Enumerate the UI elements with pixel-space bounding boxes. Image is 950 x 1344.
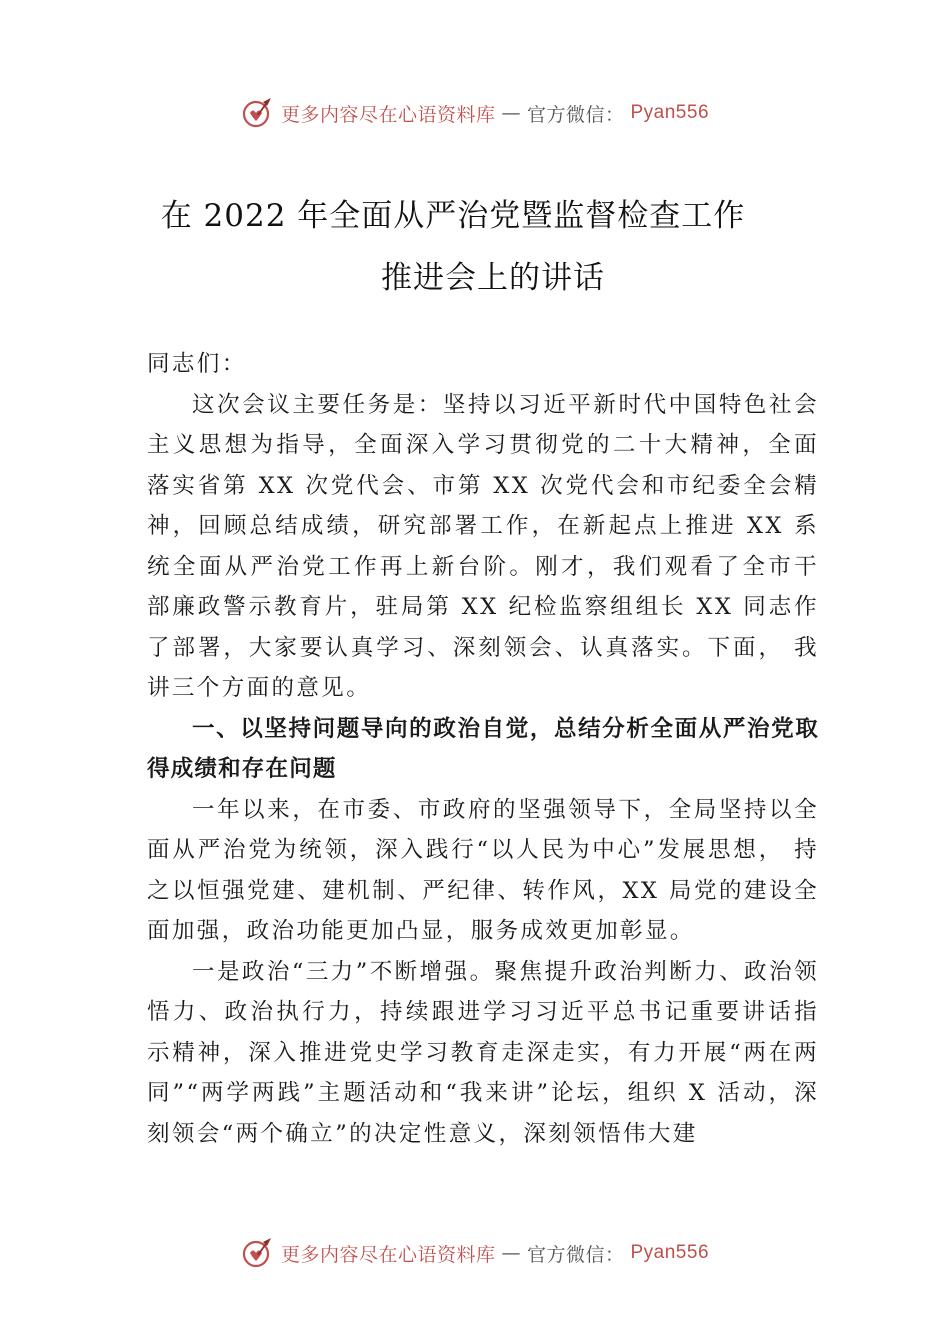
watermark-separator: —	[501, 1242, 521, 1264]
heart-pen-logo-icon	[241, 96, 275, 130]
paragraph-1: 这次会议主要任务是：坚持以习近平新时代中国特色社会主义思想为指导，全面深入学习贯彻党的二十大精神，全面落实省第 XX 次党代会、市第 XX 次党代会和市纪委全会精神，回顾总结成绩，研究部署工作，在新起点上推进 XX 系统全面从严治党工作再上新台阶。刚才，我们观看了全市干部廉政警示教育片，驻局第 XX 纪检监察组组长 XX 同志作了部署，大家要认真学习、深刻领会、认真落实。下面， 我讲三个方面的意见。	[147, 391, 819, 701]
watermark-wechat-id: Pyan556	[630, 102, 710, 123]
document-title-line1: 在 2022 年全面从严治党暨监督检查工作	[160, 198, 746, 234]
paragraph-2: 一年以来，在市委、市政府的坚强领导下，全局坚持以全面从严治党为统领，深入践行“以人民为中心”发展思想， 持之以恒强党建、建机制、严纪律、转作风，XX 局党的建设全面加强，政治功能更加凸显，服务成效更加彰显。	[147, 796, 819, 944]
watermark-site-text: 更多内容尽在心语资料库	[280, 103, 496, 126]
watermark-header	[0, 96, 950, 130]
watermark-footer	[0, 1236, 950, 1270]
watermark-official-text: 官方微信：	[526, 103, 625, 126]
watermark-separator: —	[501, 102, 521, 124]
paragraph-3: 一是政治“三力”不断增强。聚焦提升政治判断力、政治领悟力、政治执行力，持续跟进学习习近平总书记重要讲话指示精神，深入推进党史学习教育走深走实，有力开展“两在两同”“两学两践”主题活动和“我来讲”论坛，组织 X 活动，深刻领会“两个确立”的决定性意义，深刻领悟伟大建	[147, 958, 819, 1147]
watermark-official-text: 官方微信：	[526, 1243, 625, 1266]
document-title-line2: 推进会上的讲话	[381, 260, 605, 296]
section-heading-1: 一、以坚持问题导向的政治自觉，总结分析全面从严治党取得成绩和存在问题	[147, 715, 819, 782]
watermark-wechat-id: Pyan556	[630, 1242, 710, 1263]
watermark-site-text: 更多内容尽在心语资料库	[280, 1243, 496, 1266]
document-body	[147, 344, 819, 1154]
heart-pen-logo-icon	[241, 1236, 275, 1270]
salutation: 同志们：	[147, 351, 247, 377]
